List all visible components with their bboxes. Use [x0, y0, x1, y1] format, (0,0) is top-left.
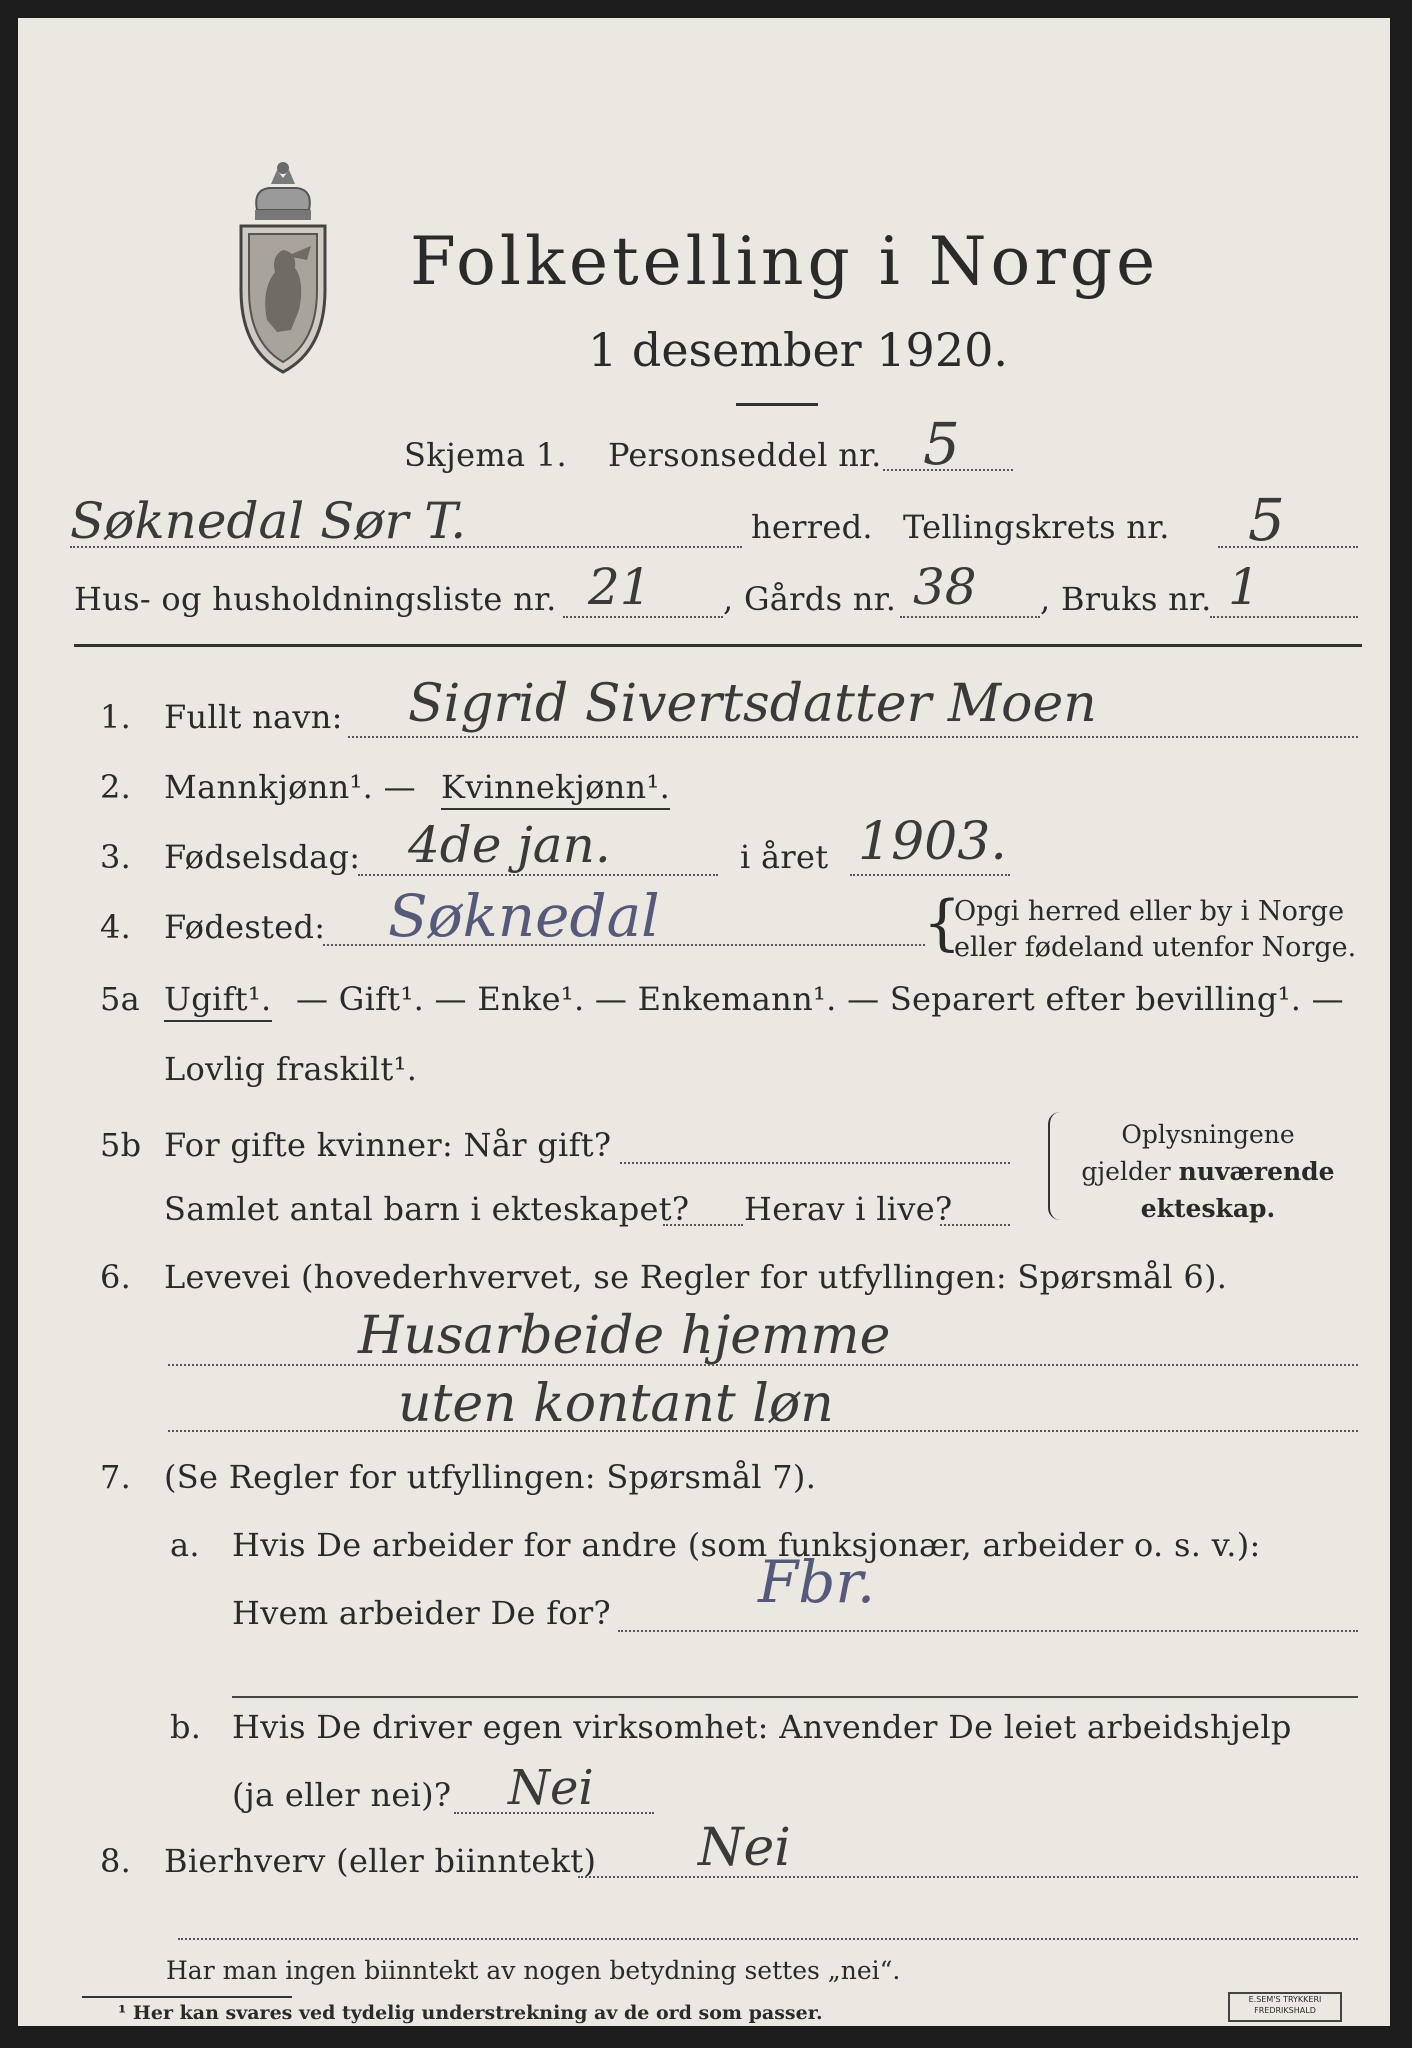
q4-value: Søknedal [388, 882, 660, 950]
printer-line-1: E.SEM'S TRYKKERI [1248, 1995, 1322, 2004]
q2-number: 2. [100, 768, 132, 806]
q5a-number: 5a [100, 980, 141, 1018]
q3-line [358, 874, 718, 876]
q1-label: Fullt navn: [164, 698, 343, 736]
q4-note-1: Opgi herred eller by i Norge [954, 896, 1345, 927]
q4-number: 4. [100, 908, 132, 946]
hus-label: Hus- og husholdningsliste nr. [74, 580, 557, 618]
q7b-label: (ja eller nei)? [232, 1776, 452, 1814]
q6-value-1: Husarbeide hjemme [358, 1306, 891, 1366]
personseddel-label: Personseddel nr. [608, 436, 882, 474]
q8-number: 8. [100, 1842, 132, 1880]
footnote-divider [82, 1996, 292, 1998]
q2-female: Kvinnekjønn¹. [441, 768, 670, 810]
q7a-text: Hvis De arbeider for andre (som funksjonær, arbeider o. s. v.): [232, 1526, 1261, 1564]
q7a-line [618, 1630, 1358, 1632]
q5b-note-2a: gjelder [1081, 1157, 1179, 1186]
q5b-note-line-2 [1058, 1153, 1358, 1190]
q5a-line2: Lovlig fraskilt¹. [164, 1050, 418, 1088]
q6-label: Levevei (hovederhvervet, se Regler for utfyllingen: Spørsmål 6). [164, 1258, 1228, 1296]
header-divider [74, 644, 1362, 647]
q3-value: 4de jan. [408, 816, 611, 874]
q5b-children-label: Samlet antal barn i ekteskapet? [164, 1190, 690, 1228]
personseddel-value: 5 [923, 410, 960, 478]
skjema-label: Skjema 1. [404, 436, 567, 474]
q7a-value: Fbr. [758, 1548, 876, 1616]
q4-brace: { [923, 888, 962, 958]
q5b-label: For gifte kvinner: Når gift? [164, 1126, 612, 1164]
q1-line [348, 736, 1358, 738]
q5a-options: — Gift¹. — Enke¹. — Enkemann¹. — Separert efter bevilling¹. — [296, 980, 1344, 1018]
q5b-married-line [620, 1162, 1010, 1164]
q8-label: Bierhverv (eller biinntekt) [164, 1842, 597, 1880]
biinntekt-note: Har man ingen biinntekt av nogen betydning settes „nei“. [166, 1956, 901, 1985]
gards-value: 38 [913, 558, 977, 616]
q8-value: Nei [698, 1818, 791, 1878]
tellingskrets-label: Tellingskrets nr. [903, 508, 1170, 546]
q5b-note-line-1: Oplysningene [1121, 1120, 1295, 1149]
q3-year-line [850, 874, 1010, 876]
q5b-note-line-3: ekteskap. [1140, 1194, 1276, 1223]
q1-number: 1. [100, 698, 132, 736]
q2-male: Mannkjønn¹. — [164, 768, 416, 806]
herred-line [70, 546, 742, 548]
printer-mark [1228, 1992, 1342, 2022]
bruks-line [1210, 616, 1358, 618]
q5a-ugift: Ugift¹. [164, 980, 272, 1022]
q6-line-1 [168, 1364, 1358, 1366]
hus-line [563, 616, 723, 618]
census-date: 1 desember 1920. [588, 323, 1008, 377]
bruks-label: , Bruks nr. [1040, 580, 1212, 618]
q5b-living-line [940, 1224, 1010, 1226]
q4-note-2: eller fødeland utenfor Norge. [954, 932, 1357, 963]
q3-year-value: 1903. [858, 812, 1007, 872]
norwegian-coat-of-arms-icon [233, 160, 333, 378]
gards-label: , Gårds nr. [723, 580, 897, 618]
footnote: ¹ Her kan svares ved tydelig understrekning av de ord som passer. [118, 2002, 823, 2024]
q7-label: (Se Regler for utfyllingen: Spørsmål 7). [164, 1458, 817, 1496]
q8-line-2 [178, 1938, 1358, 1940]
q5b-children-line [663, 1224, 743, 1226]
q7b-text: Hvis De driver egen virksomhet: Anvender De leiet arbeidshjelp [232, 1708, 1292, 1746]
q4-label: Fødested: [164, 908, 326, 946]
herred-label: herred. [751, 508, 873, 546]
q6-value-2: uten kontant løn [398, 1374, 834, 1434]
census-form [18, 18, 1390, 2026]
q7a-letter: a. [170, 1526, 200, 1564]
tellingskrets-value: 5 [1248, 486, 1285, 554]
q6-number: 6. [100, 1258, 132, 1296]
q7b-value: Nei [508, 1760, 594, 1816]
q7a-label: Hvem arbeider De for? [232, 1594, 611, 1632]
q5b-living-label: Herav i live? [744, 1190, 953, 1228]
printer-line-2: FREDRIKSHALD [1254, 2006, 1316, 2015]
q3-number: 3. [100, 838, 132, 876]
q3-label: Fødselsdag: [164, 838, 361, 876]
herred-value: Søknedal Sør T. [70, 492, 467, 550]
q6-line-2 [168, 1430, 1358, 1432]
q5b-note-2b: nuværende [1178, 1157, 1335, 1186]
q8-line [578, 1876, 1358, 1878]
tellingskrets-line [1218, 546, 1358, 548]
gards-line [900, 616, 1040, 618]
q1-value: Sigrid Sivertsdatter Moen [408, 674, 1097, 734]
q5b-note [1058, 1116, 1358, 1227]
hus-value: 21 [588, 558, 652, 616]
title-divider [736, 403, 818, 406]
q5b-number: 5b [100, 1126, 142, 1164]
q3-year-label: i året [740, 838, 829, 876]
form-title: Folketelling i Norge [410, 223, 1160, 300]
q7a-line-2 [232, 1696, 1358, 1698]
q7-number: 7. [100, 1458, 132, 1496]
bruks-value: 1 [1228, 558, 1260, 616]
q7b-letter: b. [170, 1708, 202, 1746]
